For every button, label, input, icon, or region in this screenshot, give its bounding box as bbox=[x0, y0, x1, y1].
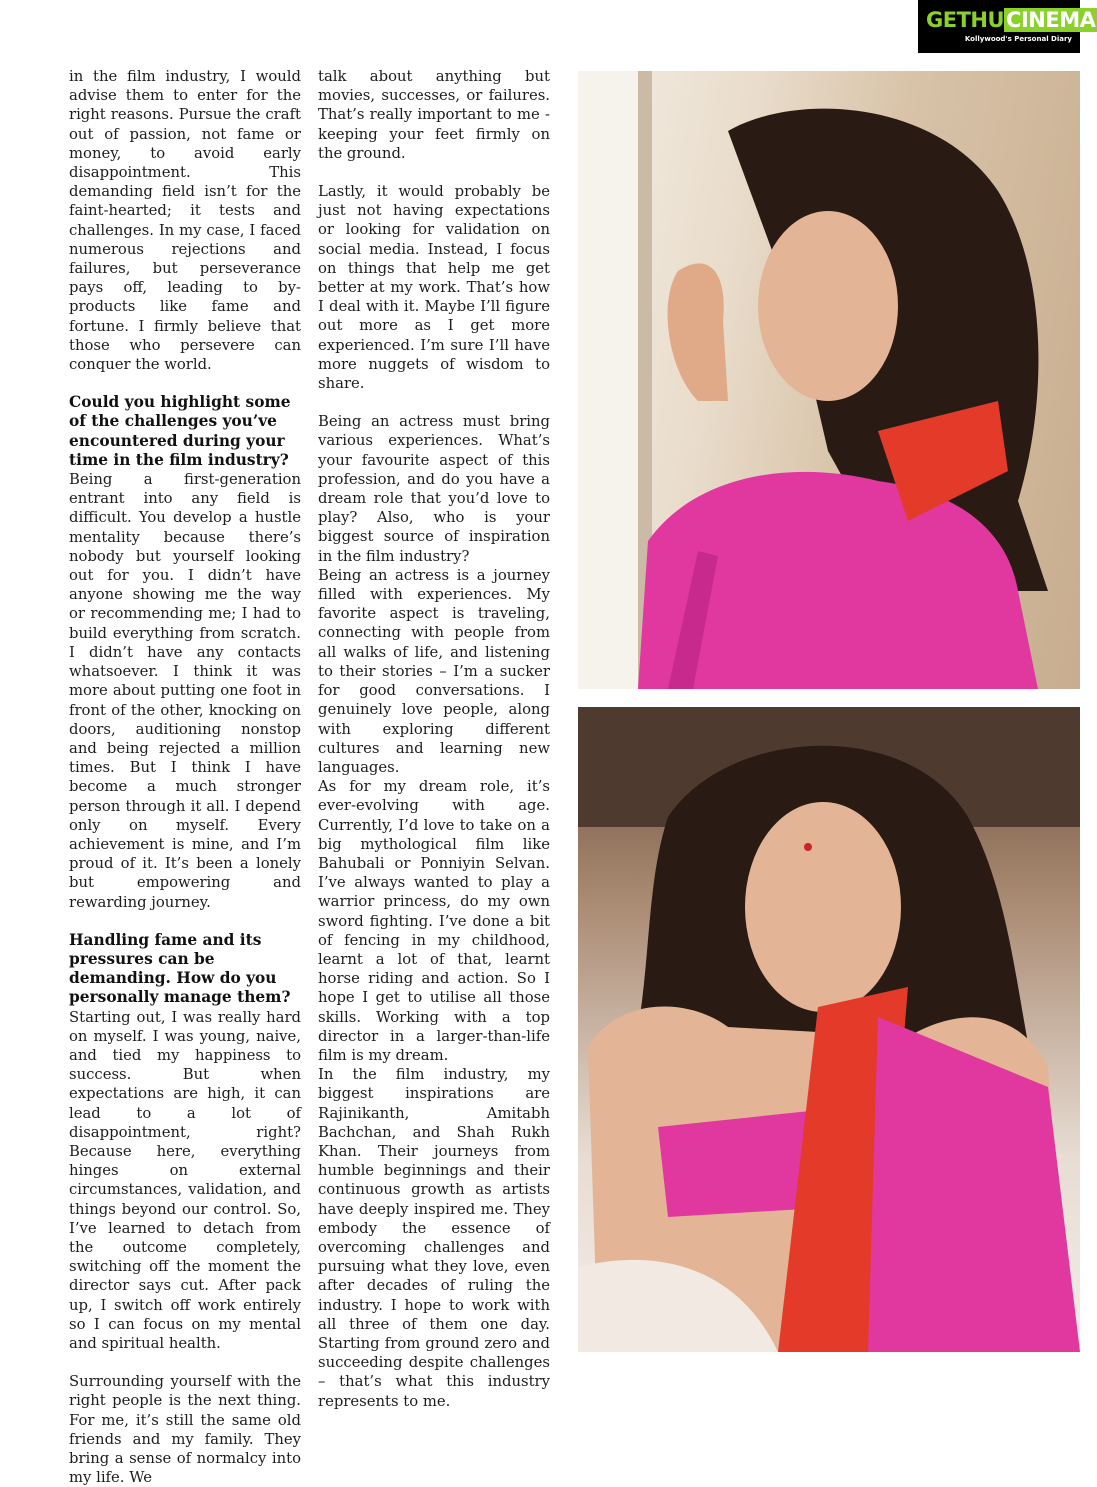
interview-question: Could you highlight some of the challenges you’ve encountered during your time in the film industry? bbox=[69, 393, 291, 469]
logo-brand-left: GETHU bbox=[926, 8, 1005, 32]
portrait-illustration-bottom bbox=[578, 707, 1080, 1352]
paragraph: Surrounding yourself with the right people is the next thing. For me, it’s still the same old friends and my family. They bring a sense of normalcy into my life. We bbox=[69, 1373, 301, 1487]
window-light bbox=[578, 71, 648, 689]
portrait-photo-top bbox=[578, 71, 1080, 689]
bindi bbox=[804, 843, 812, 851]
paragraph: Being a first-generation entrant into any field is difficult. You develop a hustle mentality because there’s nobody but yourself looking out for you. I didn’t have anyone showing me the way or recommending me; I had to build everything from scratch. I didn’t have any contacts whatsoever. I think it was more about putting one foot in front of the other, knocking on doors, auditioning nonstop and being rejected a million times. But I think I have become a much stronger person through it all. I depend only on myself. Every achievement is mine, and I’m proud of it. It’s been a lonely but empowering and rewarding journey. bbox=[69, 471, 301, 911]
paragraph: Being an actress is a journey filled with experiences. My favorite aspect is traveling, connecting with people from all walks of life, and listening to their stories – I’m a sucker for good conversations. I genuinely love people, along with exploring different cultures and learning new languages. bbox=[318, 566, 550, 776]
interview-question: Being an actress must bring various experiences. What’s your favourite aspect of this profession, and do you have a dream role that you’d love to play? Also, who is your biggest source of inspiration in the film industry? bbox=[318, 413, 550, 565]
paragraph: talk about anything but movies, successes, or failures. That’s really important to me - keeping your feet firmly on the ground. bbox=[318, 68, 550, 162]
saree-drape bbox=[868, 1017, 1080, 1352]
portrait-photo-bottom bbox=[578, 707, 1080, 1352]
paragraph: Starting out, I was really hard on myself. I was young, naive, and tied my happiness to success. But when expectations are high, it can lead to a lot of disappointment, right? Because here, everything hinges on external circumstances, validation, and things beyond our control. So, I’ve learned to detach from the outcome completely, switching off the moment the director says cut. After pack up, I switch off work entirely so I can focus on my mental and spiritual health. bbox=[69, 1008, 301, 1352]
article-column-middle bbox=[318, 67, 550, 1411]
logo-brand-right: CINEMA bbox=[1006, 8, 1096, 32]
logo-tagline: Kollywood's Personal Diary bbox=[964, 35, 1072, 43]
paragraph: In the film industry, my biggest inspirations are Rajinikanth, Amitabh Bachchan, and Shah Rukh Khan. Their journeys from humble beginnings and their continuous growth as artists have deeply inspired me. They embody the essence of overcoming challenges and pursuing what they love, even after decades of ruling the industry. I hope to work with all three of them one day. Starting from ground zero and succeeding despite challenges – that’s what this industry represents to me. bbox=[318, 1066, 550, 1410]
article-column-left bbox=[69, 67, 301, 1487]
interview-question: Handling fame and its pressures can be demanding. How do you personally manage them? bbox=[69, 930, 291, 1007]
face-shape bbox=[745, 802, 901, 1012]
portrait-illustration-top bbox=[578, 71, 1080, 689]
paragraph: Lastly, it would probably be just not having expectations or looking for validation on social media. Instead, I focus on things that help me get better at my work. That’s how I deal with it. Maybe I’ll figure out more as I get more experienced. I’m sure I’ll have more nuggets of wisdom to share. bbox=[318, 183, 550, 393]
hand-shape bbox=[668, 263, 728, 401]
brand-logo bbox=[918, 0, 1096, 53]
paragraph: As for my dream role, it’s ever-evolving with age. Currently, I’d love to take on a big mythological film like Bahubali or Ponniyin Selvan. I’ve always wanted to play a warrior princess, do my own sword fighting. I’ve done a bit of fencing in my childhood, learnt a lot of that, learnt horse riding and action. So I hope I get to utilise all those skills. Working with a top director in a larger-than-life film is my dream. bbox=[318, 778, 550, 1064]
face-shape bbox=[758, 211, 898, 401]
paragraph: in the film industry, I would advise them to enter for the right reasons. Pursue the craft out of passion, not fame or money, to avoid early disappointment. This demanding field isn’t for the faint-hearted; it tests and challenges. In my case, I faced numerous rejections and failures, but perseverance pays off, leading to by-products like fame and fortune. I firmly believe that those who persevere can conquer the world. bbox=[69, 68, 301, 374]
logo-wordmark bbox=[926, 6, 1096, 34]
